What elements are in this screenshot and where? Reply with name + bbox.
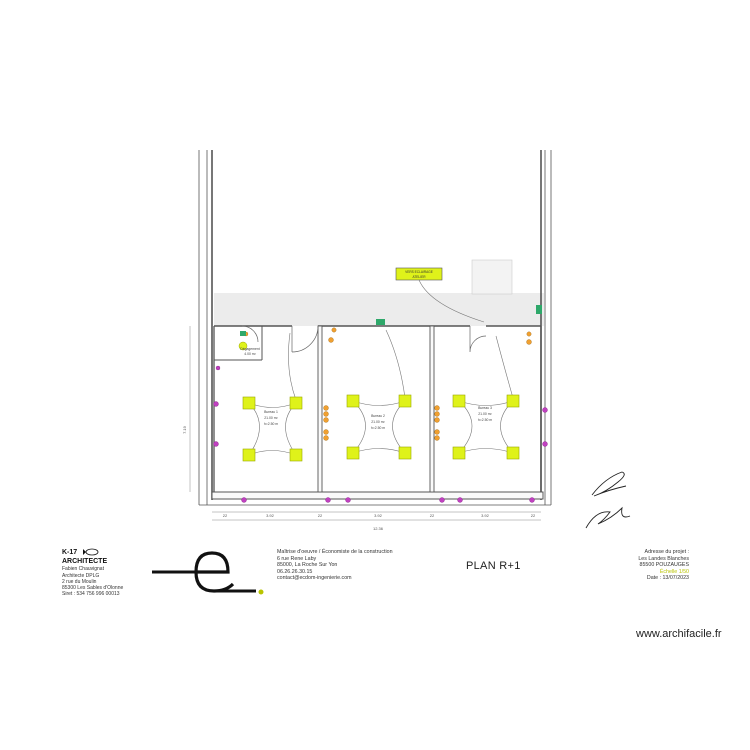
light-fixture [507,395,519,407]
dim-seg: 22 [317,513,323,518]
sockets-orange [244,328,532,441]
light-fixture [507,447,519,459]
room-area: 21.00 m² [478,412,492,416]
light-fixture [399,395,411,407]
architect-logo-line1: K-17 [62,548,78,556]
room-height: h=2.50 m [370,426,386,430]
architect-line: 85300 Les Sables d'Olonne [62,585,124,592]
doors [242,326,486,352]
moe-line: 6 rue Rene Laby [277,555,317,562]
moe-line: Maîtrise d'oeuvre / Économiste de la construction [277,549,393,555]
light-fixture [453,395,465,407]
room-height: h=2.50 m [263,422,279,426]
dim-seg: 3.92 [481,513,489,518]
room-labels [240,347,492,430]
room-label: Bureau 2 [371,414,385,418]
architect-line: 2 rue du Moulin [62,578,97,585]
light-fixture [290,397,302,409]
dim-seg: 3.92 [374,513,382,518]
wiring [249,330,513,455]
light-fixture [453,447,465,459]
project-line: 85500 POUZAUGES [639,562,689,569]
moe-line: 06.26.26.30.15 [277,568,313,575]
moe-line: 85000, La Roche Sur Yon [277,562,338,569]
dimension-texts [182,425,536,531]
dim-seg: 3.92 [266,513,274,518]
architect-line: Siret : 534 756 996 00013 [62,591,120,598]
fish-logo-icon [83,548,99,556]
room-area: 21.00 m² [264,416,278,420]
room-height: h=2.50 m [477,418,493,422]
watermark-link[interactable]: www.archifacile.fr [636,628,722,640]
callout-line-1: VERS ECLAIRAGE [405,270,433,274]
dim-seg: 22 [530,513,536,518]
logo-e [152,553,264,595]
dim-left: 7.19 [182,426,187,434]
project-scale: Échelle 1/50 [659,568,689,575]
callout-line-2: ATELIER [412,275,426,279]
moe-line: contact@ecdom-ingenierie.com [277,575,352,582]
project-date: Date : 13/07/2023 [646,575,689,582]
dim-total: 12.36 [372,526,384,531]
dim-seg: 22 [222,513,228,518]
light-fixture [399,447,411,459]
room-label: Bureau 3 [478,406,492,410]
sockets-magenta [214,366,548,503]
light-fixture [347,447,359,459]
plan-title: PLAN R+1 [466,560,521,572]
architect-block [62,548,123,598]
room-area: 21.00 m² [371,420,385,424]
moe-block [277,549,393,582]
project-line: Adresse du projet : [644,549,689,555]
light-fixture [290,449,302,461]
room-label: Bureau 1 [264,410,278,414]
signatures [586,472,630,528]
light-fixture [243,397,255,409]
architect-line: Fabien Chauvignat [62,566,104,573]
architect-line: Architecte DPLG [62,572,100,579]
light-fixture [347,395,359,407]
small-room-label: Dégagement [240,347,260,351]
architect-logo-line2: ARCHITECTE [62,557,108,565]
light-fixture [243,449,255,461]
dim-seg: 22 [429,513,435,518]
project-block [638,549,689,582]
small-room-area: 4.00 m² [244,352,256,356]
project-line: Les Landes Blanches [638,555,689,562]
